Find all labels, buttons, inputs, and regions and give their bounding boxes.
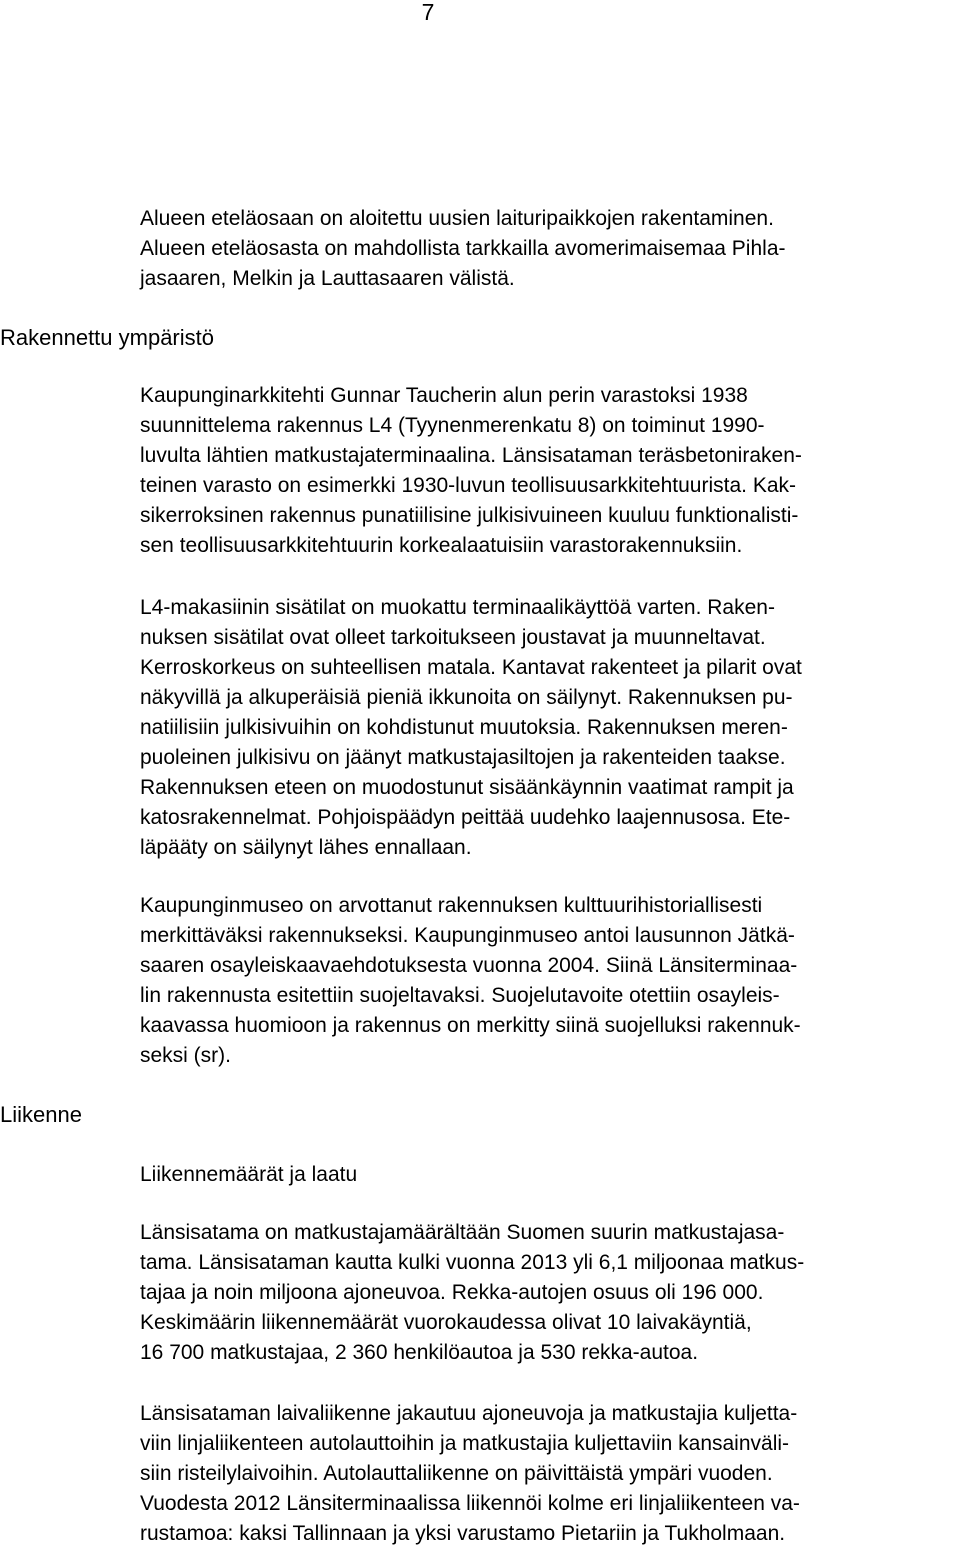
text-line: Kaupunginmuseo on arvottanut rakennuksen kulttuurihistoriallisesti bbox=[140, 894, 763, 917]
text-line: saaren osayleiskaavaehdotuksesta vuonna 2004. Siinä Länsiterminaa- bbox=[140, 954, 798, 977]
text-line: viin linjaliikenteen autolauttoihin ja matkustajia kuljettaviin kansainväli- bbox=[140, 1432, 790, 1455]
text-line: jasaaren, Melkin ja Lauttasaaren välistä. bbox=[140, 267, 515, 290]
side-heading-built-environment: Rakennettu ympäristö bbox=[0, 325, 214, 350]
text-line: rustamoa: kaksi Tallinnaan ja yksi varustamo Pietariin ja Tukholmaan. bbox=[140, 1522, 786, 1545]
text-line: Länsisataman laivaliikenne jakautuu ajoneuvoja ja matkustajia kuljetta- bbox=[140, 1402, 798, 1425]
text-line: L4-makasiinin sisätilat on muokattu terminaalikäyttöä varten. Raken- bbox=[140, 596, 775, 619]
text-line: nuksen sisätilat ovat olleet tarkoitukseen joustavat ja muunneltavat. bbox=[140, 626, 766, 649]
text-line: lin rakennusta esitettiin suojeltavaksi. Suojelutavoite otettiin osayleis- bbox=[140, 984, 780, 1007]
text-line: Keskimäärin liikennemäärät vuorokaudessa olivat 10 laivakäyntiä, bbox=[140, 1311, 752, 1334]
text-line: Vuodesta 2012 Länsiterminaalissa liikennöi kolme eri linjaliikenteen va- bbox=[140, 1492, 800, 1515]
text-line: suunnittelema rakennus L4 (Tyynenmerenkatu 8) on toiminut 1990- bbox=[140, 414, 765, 437]
text-line: Kerroskorkeus on suhteellisen matala. Kantavat rakenteet ja pilarit ovat bbox=[140, 656, 802, 679]
text-line: Alueen eteläosasta on mahdollista tarkkailla avomerimaisemaa Pihla- bbox=[140, 237, 786, 260]
text-line: siin risteilylaivoihin. Autolauttaliikenne on päivittäistä ympäri vuoden. bbox=[140, 1462, 773, 1485]
paragraph-interior bbox=[140, 593, 960, 863]
page-number: 7 bbox=[421, 0, 435, 25]
paragraph-museum-assessment bbox=[140, 891, 960, 1071]
text-line: teinen varasto on esimerkki 1930-luvun teollisuusarkkitehtuurista. Kak- bbox=[140, 474, 796, 497]
text-line: läpääty on säilynyt lähes ennallaan. bbox=[140, 836, 472, 859]
text-line: Länsisatama on matkustajamäärältään Suomen suurin matkustajasa- bbox=[140, 1221, 785, 1244]
text-line: näkyvillä ja alkuperäisiä pieniä ikkunoita on säilynyt. Rakennuksen pu- bbox=[140, 686, 793, 709]
text-line: natiilisiin julkisivuihin on kohdistunut muutoksia. Rakennuksen meren- bbox=[140, 716, 788, 739]
text-line: Rakennuksen eteen on muodostunut sisäänkäynnin vaatimat rampit ja bbox=[140, 776, 794, 799]
text-line: 16 700 matkustajaa, 2 360 henkilöautoa ja 530 rekka-autoa. bbox=[140, 1341, 699, 1364]
text-line: sen teollisuusarkkitehtuurin korkealaatuisiin varastorakennuksiin. bbox=[140, 534, 743, 557]
text-line: Kaupunginarkkitehti Gunnar Taucherin alun perin varastoksi 1938 bbox=[140, 384, 748, 407]
paragraph-harbour-area bbox=[140, 204, 960, 294]
text-line: puoleinen julkisivu on jäänyt matkustajasiltojen ja rakenteiden taakse. bbox=[140, 746, 786, 769]
subheading-text: Liikennemäärät ja laatu bbox=[140, 1163, 358, 1186]
text-line: katosrakennelmat. Pohjoispäädyn peittää uudehko laajennusosa. Ete- bbox=[140, 806, 791, 829]
text-line: tajaa ja noin miljoona ajoneuvoa. Rekka-autojen osuus oli 196 000. bbox=[140, 1281, 764, 1304]
text-line: Alueen eteläosaan on aloitettu uusien laituripaikkojen rakentaminen. bbox=[140, 207, 774, 230]
text-line: merkittäväksi rakennukseksi. Kaupunginmuseo antoi lausunnon Jätkä- bbox=[140, 924, 795, 947]
text-line: tama. Länsisataman kautta kulki vuonna 2013 yli 6,1 miljoonaa matkus- bbox=[140, 1251, 805, 1274]
text-line: seksi (sr). bbox=[140, 1044, 231, 1067]
paragraph-passenger-volumes bbox=[140, 1218, 960, 1368]
paragraph-terminal-history bbox=[140, 381, 960, 561]
side-heading-traffic: Liikenne bbox=[0, 1102, 82, 1127]
text-line: kaavassa huomioon ja rakennus on merkitty siinä suojelluksi rakennuk- bbox=[140, 1014, 801, 1037]
text-line: luvulta lähtien matkustajaterminaalina. Länsisataman teräsbetoniraken- bbox=[140, 444, 802, 467]
text-line: sikerroksinen rakennus punatiilisine julkisivuineen kuuluu funktionalisti- bbox=[140, 504, 799, 527]
subheading-traffic-volumes bbox=[140, 1160, 960, 1190]
paragraph-ship-traffic bbox=[140, 1399, 960, 1549]
